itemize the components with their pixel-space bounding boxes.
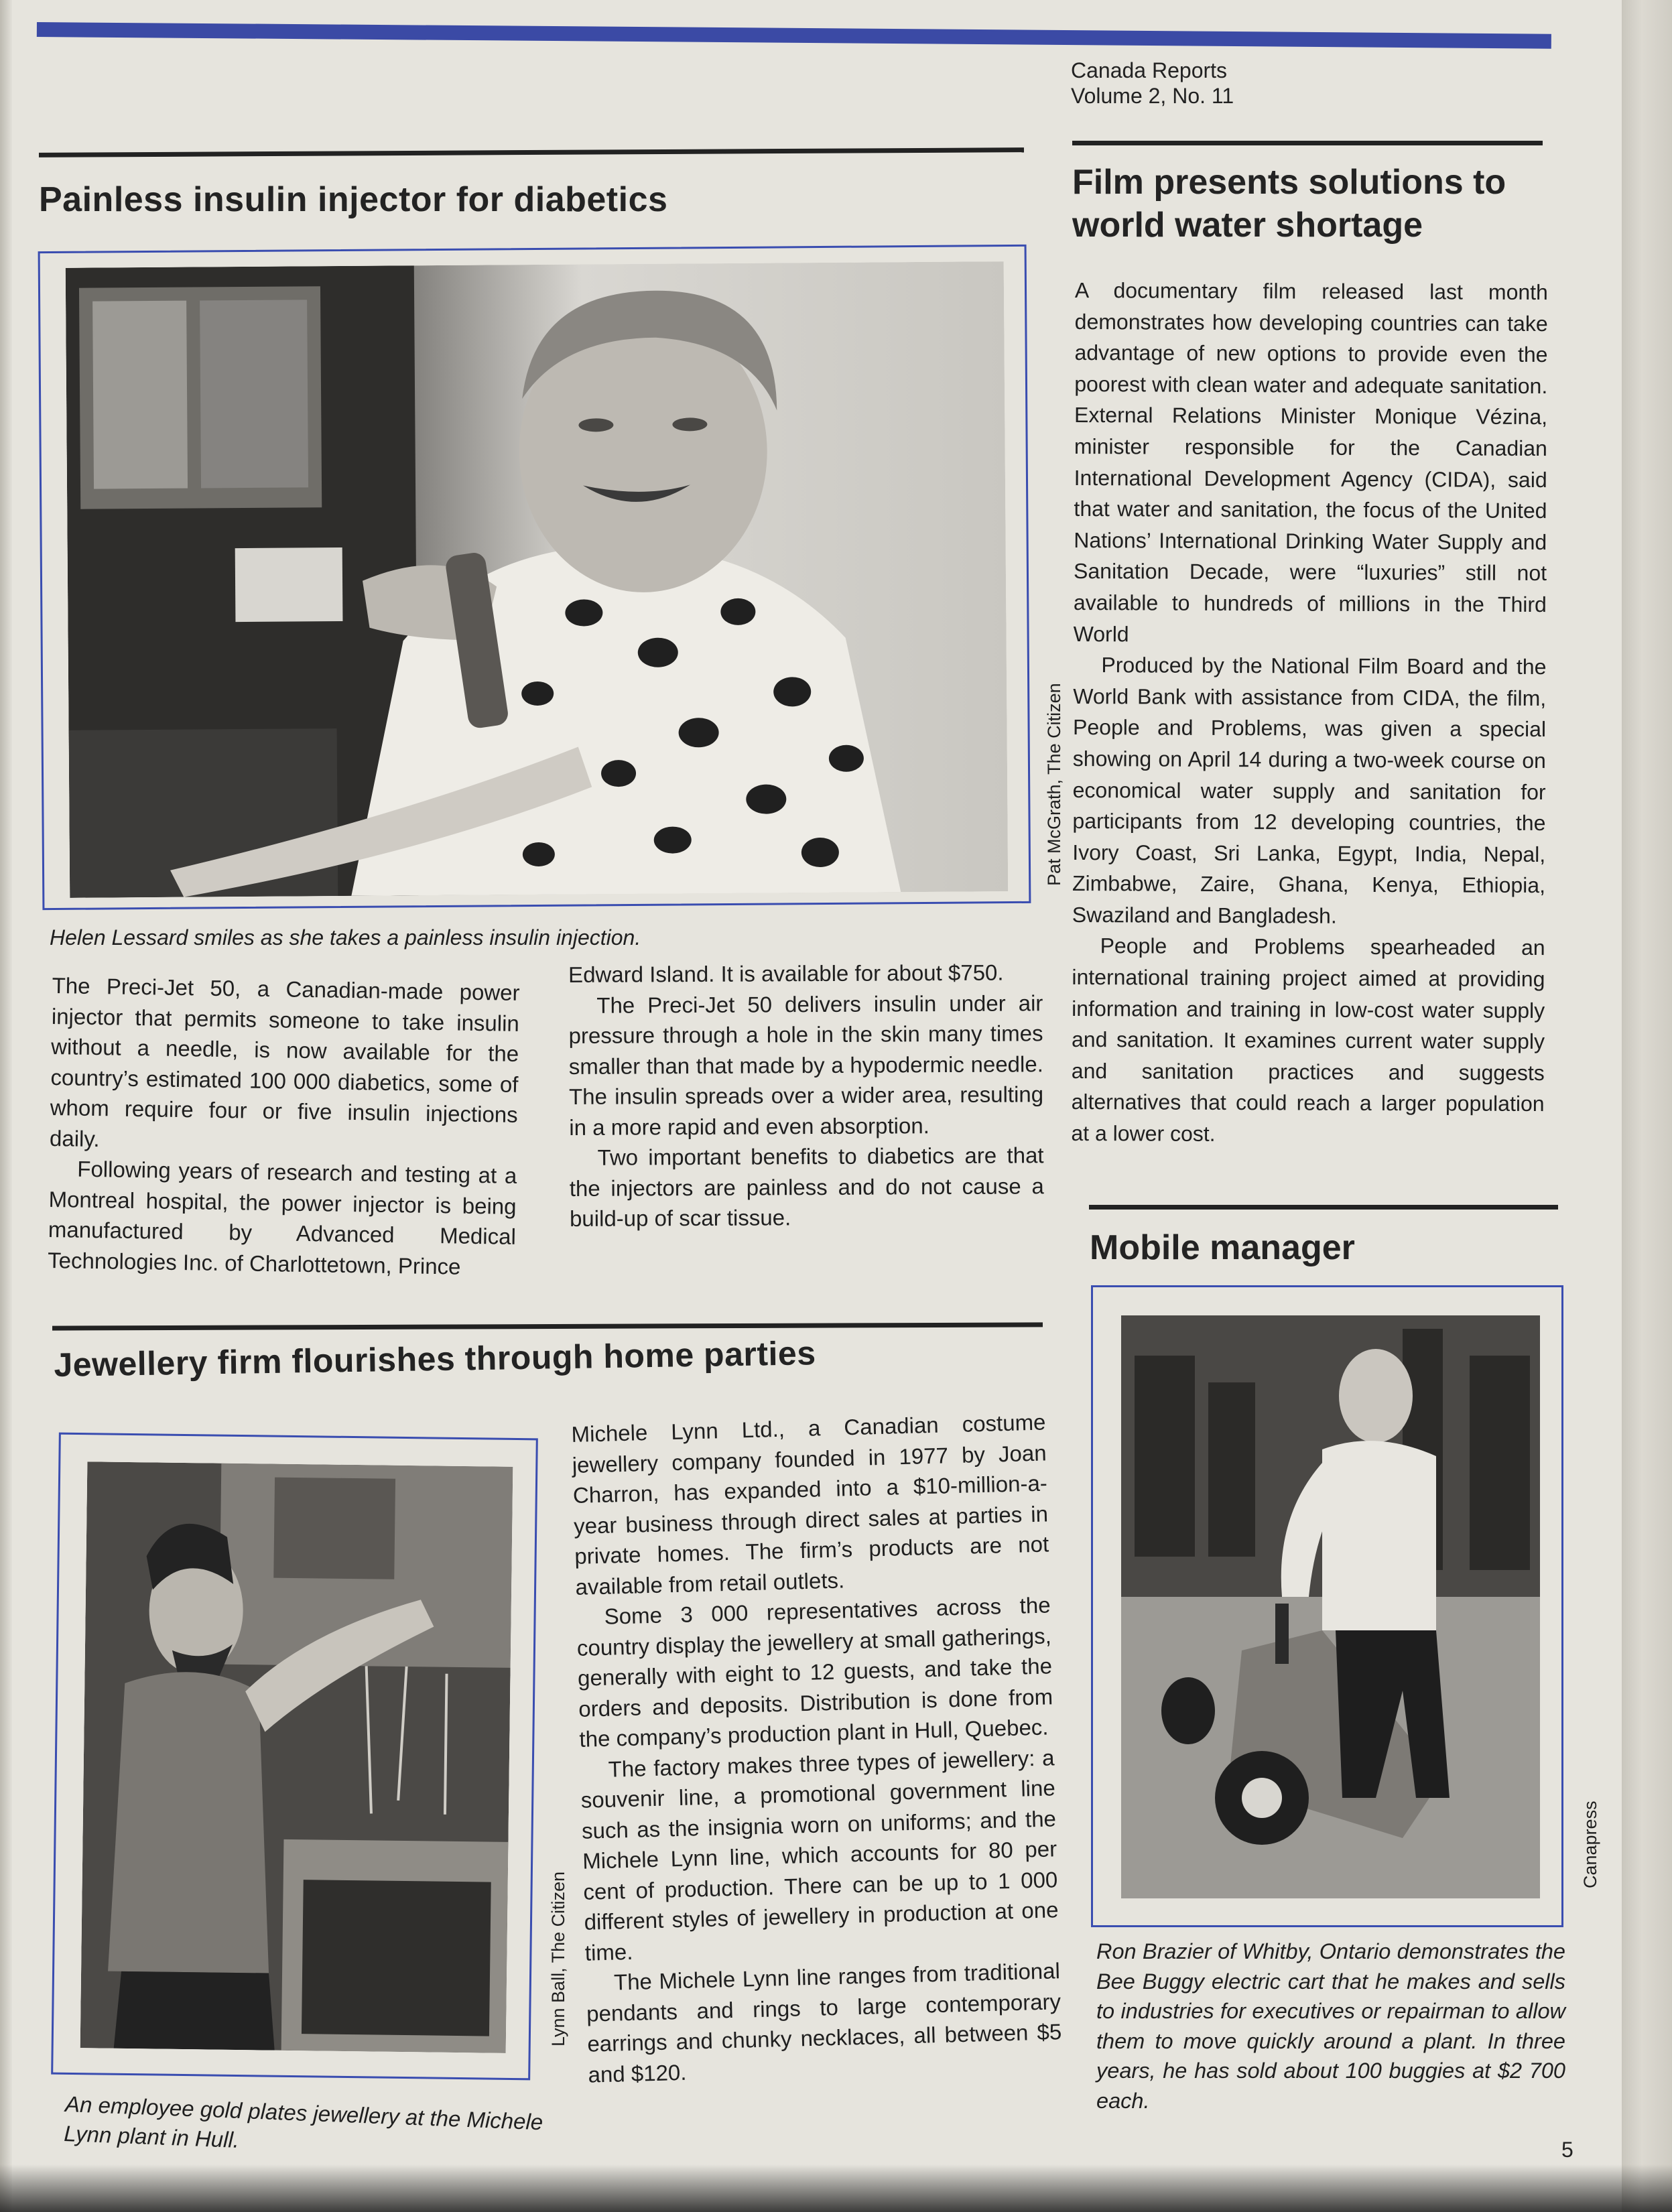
- mobile-photo-credit: Canapress: [1580, 1801, 1600, 1888]
- jewellery-para-1: Michele Lynn Ltd., a Canadian costume jewellery company founded in 1977 by Joan Charron, has expanded into a $10-million-a-year business through direct sales at parties in private homes. The firm’s products are not available from retail outlets.: [571, 1409, 1049, 1600]
- film-para-1: A documentary film released last month demonstrates how developing countries can take advantage of new options to provide even the poorest with clean water and adequate sanitation. External Relations Minister Monique Vézina, minister responsible for the Canadian International Development Agency (CIDA), said that water and sanitation, the focus of the United Nations’ International Drinking Water Supply and Sanitation Decade, were “luxuries” still not available to hundreds of millions in the Third World: [1073, 277, 1548, 646]
- mobile-headline: Mobile manager: [1090, 1228, 1355, 1267]
- binding-spine: [1622, 0, 1672, 2212]
- jewellery-photo-caption: An employee gold plates jewellery at the Michele Lynn plant in Hull.: [63, 2091, 543, 2152]
- insulin-photo-credit: Pat McGrath, The Citizen: [1044, 683, 1064, 886]
- insulin-col2-para-2: The Preci-Jet 50 delivers insulin under air pressure through a hole in the skin many times smaller than that made by a hypodermic needle. The insulin spreads over a wider area, resulting in a more rapid and even absorption.: [568, 990, 1044, 1140]
- jewellery-photo-credit: Lynn Ball, The Citizen: [548, 1871, 568, 2046]
- jewellery-column: [571, 1407, 1063, 2089]
- film-column: [1071, 275, 1548, 1151]
- insulin-column-2: [568, 957, 1044, 1234]
- film-para-2: Produced by the National Film Board and the World Bank with assistance from CIDA, the film, People and Problems, was given a special showing on April 14 during a two-week course on economical water supply and sanitation for participants from 12 developing countries, the Ivory Coast, Sri Lanka, Egypt, India, Nepal, Zimbabwe, Zaire, Ghana, Kenya, Ethiopia, Swaziland and Bangladesh.: [1072, 653, 1547, 928]
- insulin-photo-caption: Helen Lessard smiles as she takes a painless insulin injection.: [50, 925, 641, 950]
- film-headline: Film presents solutions to world water shortage: [1072, 163, 1506, 245]
- insulin-col1-para-1: The Preci-Jet 50, a Canadian-made power injector that permits someone to take insulin without a needle, is now available for the country’s estimated 100 000 diabetics, some of whom require four or five insulin injections daily.: [49, 972, 520, 1151]
- film-para-3: People and Problems spearheaded an international training project aimed at providing information and training in low-cost water supply and sanitation. It examines current water supply and sanitation practices and suggests alternatives that could reach a larger population at a lower cost.: [1071, 933, 1545, 1146]
- insulin-col2-para-3: Two important benefits to diabetics are that the injectors are painless and do not cause a build-up of scar tissue.: [569, 1143, 1044, 1231]
- jewellery-para-4: The Michele Lynn line ranges from traditional pendants and rings to large contemporary earrings and chunky necklaces, all between $5 and $120.: [586, 1958, 1062, 2087]
- insulin-photo-frame: [38, 245, 1031, 910]
- page-number: 5: [1561, 2138, 1573, 2162]
- mobile-rule: [1089, 1205, 1558, 1210]
- issue-number: Volume 2, No. 11: [1071, 84, 1234, 108]
- page-left-edge: [0, 0, 12, 2212]
- mobile-photo-caption: Ron Brazier of Whitby, Ontario demonstrates the Bee Buggy electric cart that he makes and sells to industries for executives or repairman to allow them to move quickly around a plant. In three years, he has sold about 100 buggies at $2 700 each.: [1096, 1939, 1565, 2113]
- insulin-headline: Painless insulin injector for diabetics: [39, 180, 668, 219]
- publication-name: Canada Reports: [1071, 58, 1228, 82]
- jewellery-photo-frame: [51, 1433, 538, 2081]
- jewellery-para-3: The factory makes three types of jewellery: a souvenir line, a promotional government line such as the insignia worn on uniforms; and the Michele Lynn line, which accounts for 80 per cent of production. There can be up to 1 000 different styles of jewellery in production at one time.: [580, 1744, 1059, 1965]
- man-on-electric-cart-photo-icon: [1121, 1315, 1540, 1898]
- insulin-col1-para-2: Following years of research and testing at a Montreal hospital, the power injector is being manufactured by Advanced Medical Technologies Inc. of Charlottetown, Prince: [47, 1156, 517, 1279]
- worker-plating-jewellery-photo-icon: [80, 1461, 513, 2053]
- film-rule: [1072, 141, 1543, 145]
- mobile-photo-frame: [1091, 1285, 1563, 1927]
- masthead: [1071, 58, 1234, 109]
- scan-bottom-shadow: [0, 2164, 1672, 2212]
- woman-injecting-photo-icon: [66, 261, 1009, 898]
- jewellery-para-2: Some 3 000 representatives across the country display the jewellery at small gatherings, generally with eight to 12 guests, and take the orders and deposits. Distribution is done from the company’s production plant in Hull, Quebec.: [576, 1592, 1053, 1752]
- insulin-col2-para-1: Edward Island. It is available for about $750.: [568, 960, 1004, 987]
- jewellery-headline: Jewellery firm flourishes through home parties: [54, 1334, 816, 1384]
- insulin-column-1: [48, 970, 520, 1283]
